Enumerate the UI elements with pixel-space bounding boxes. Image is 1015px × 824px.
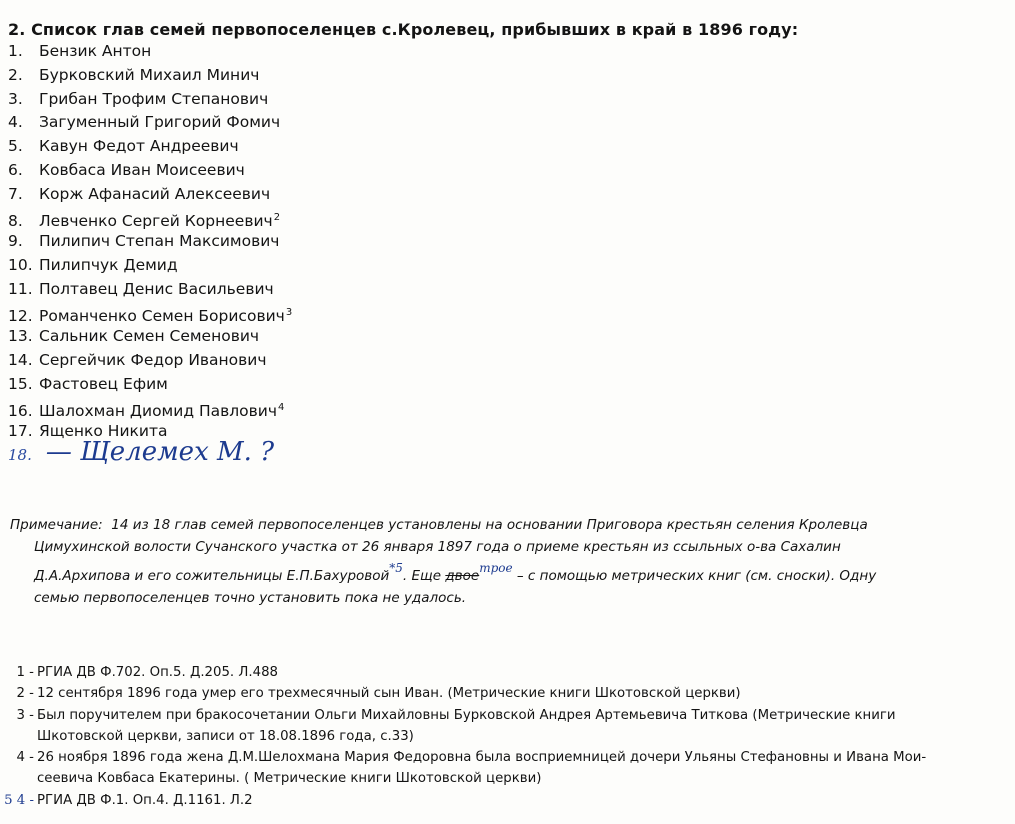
item-number: 7.: [8, 184, 23, 203]
item-number: 6.: [8, 160, 23, 179]
struck-word: двое: [445, 568, 480, 584]
list-item: [8, 349, 292, 373]
item-name: Бензик Антон: [39, 42, 152, 60]
footnote-ref[interactable]: 4: [278, 402, 285, 414]
item-number: 16.: [8, 402, 33, 421]
handwritten-name: — Щелемех М. ?: [45, 437, 275, 467]
list-item: [8, 64, 292, 88]
item-name: Романченко Семен Борисович: [39, 307, 285, 326]
note-line: семью первопоселенцев точно установить пока не удалось.: [34, 589, 467, 606]
footnote: [0, 747, 1000, 768]
item-number: 5.: [8, 137, 23, 155]
item-number: 17.: [8, 422, 33, 440]
note-text: Д.А.Архипова и его сожительницы Е.П.Бахуровой: [34, 568, 390, 584]
note-line: [10, 558, 1000, 588]
item-number: 14.: [8, 350, 33, 369]
list-item: [8, 159, 292, 183]
list-item: [8, 373, 292, 397]
note-label: Примечание:: [10, 517, 103, 533]
item-name: Загуменный Григорий Фомич: [39, 113, 281, 132]
list-item: [8, 278, 292, 302]
list-item: [8, 40, 292, 64]
footnote: [0, 662, 1000, 683]
handwritten-entry: [8, 437, 274, 467]
document-title: 2. Список глав семей первопоселенцев с.Кролевец, прибывших в край в 1896 году:: [8, 20, 799, 39]
footnote-mark: 5 4 -: [4, 792, 34, 808]
item-name: Шалохман Диомид Павлович: [39, 402, 278, 421]
item-name: Бурковский Михаил Минич: [39, 65, 260, 84]
list-item: [8, 230, 292, 254]
list-item: [8, 301, 292, 325]
handwritten-correction: трое: [479, 561, 513, 575]
note-paragraph: [10, 515, 1000, 609]
item-name: Сальник Семен Семенович: [39, 327, 260, 345]
note-text: . Еще: [402, 568, 446, 584]
item-number: 8.: [8, 212, 23, 231]
footnote: [0, 790, 1000, 811]
item-number: 15.: [8, 374, 33, 393]
item-name: Ковбаса Иван Моисеевич: [39, 160, 245, 179]
item-name: Корж Афанасий Алексеевич: [39, 184, 271, 203]
item-number: 10.: [8, 255, 33, 274]
item-name: Сергейчик Федор Иванович: [39, 350, 267, 369]
footnote-continuation: [0, 768, 1000, 789]
item-number: 11.: [8, 279, 33, 298]
list-item: [8, 206, 292, 230]
list-item: [8, 111, 292, 135]
footnote-text: РГИА ДВ Ф.1. Оп.4. Д.1161. Л.2: [37, 792, 253, 808]
list-item: [8, 325, 292, 349]
note-text: – с помощью метрических книг (см. сноски). Одну: [512, 568, 877, 584]
item-number: 9.: [8, 232, 23, 250]
item-number: 2.: [8, 65, 23, 84]
note-text: 14 из 18 глав семей первопоселенцев установлены на основании Приговора крестьян селения Кролевца: [111, 517, 868, 533]
footnotes: [0, 662, 1000, 811]
footnote-text: Был поручителем при бракосочетании Ольги Михайловны Бурковской Андрея Артемьевича Титкова (Метрические книги: [37, 707, 896, 723]
handwritten-annotation: *5: [389, 561, 403, 575]
list-item: [8, 396, 292, 420]
item-name: Левченко Сергей Корнеевич: [39, 212, 273, 231]
item-name: Грибан Трофим Степанович: [39, 89, 269, 108]
footnote-ref[interactable]: 2: [273, 212, 281, 224]
footnote-ref[interactable]: 3: [285, 307, 293, 319]
footnote: [0, 683, 1000, 704]
footnote-mark: 2 -: [16, 686, 34, 702]
list-item: [8, 135, 292, 159]
footnote-continuation: [0, 726, 1000, 747]
handwritten-number: 18.: [8, 446, 32, 464]
item-name: Пилипчук Демид: [39, 255, 178, 274]
item-number: 4.: [8, 113, 23, 132]
item-name: Ященко Никита: [39, 422, 168, 440]
footnote-mark: 1 -: [16, 665, 34, 680]
note-line: Цимухинской волости Сучанского участка от 26 января 1897 года о приеме крестьян из ссыльных о-ва Сахалин: [34, 538, 841, 555]
footnote-text: Шкотовской церкви, записи от 18.08.1896 года, с.33): [37, 728, 414, 744]
note-line: [10, 515, 1000, 537]
item-name: Кавун Федот Андреевич: [39, 137, 239, 155]
item-name: Полтавец Денис Васильевич: [39, 279, 274, 298]
footnote-mark: 3 -: [16, 707, 34, 723]
item-number: 1.: [8, 42, 23, 60]
item-number: 3.: [8, 89, 23, 108]
footnote-text: сеевича Ковбаса Екатерины. ( Метрические книги Шкотовской церкви): [37, 771, 542, 787]
footnote-text: 12 сентября 1896 года умер его трехмесячный сын Иван. (Метрические книги Шкотовской церкви): [37, 686, 741, 702]
footnote-mark: 4 -: [16, 750, 34, 766]
item-number: 13.: [8, 327, 33, 345]
item-number: 12.: [8, 307, 33, 326]
footnote-text: 26 ноября 1896 года жена Д.М.Шелохмана Мария Федоровна была восприемницей дочери Ульяны Стефановны и Ивана Мои-: [37, 750, 927, 766]
item-name: Пилипич Степан Максимович: [39, 232, 280, 250]
footnote: [0, 705, 1000, 726]
item-name: Фастовец Ефим: [39, 374, 168, 393]
list-item: [8, 254, 292, 278]
footnote-text: РГИА ДВ Ф.702. Оп.5. Д.205. Л.488: [37, 665, 278, 680]
list-item: [8, 88, 292, 112]
settler-list: [8, 40, 292, 444]
list-item: [8, 183, 292, 207]
